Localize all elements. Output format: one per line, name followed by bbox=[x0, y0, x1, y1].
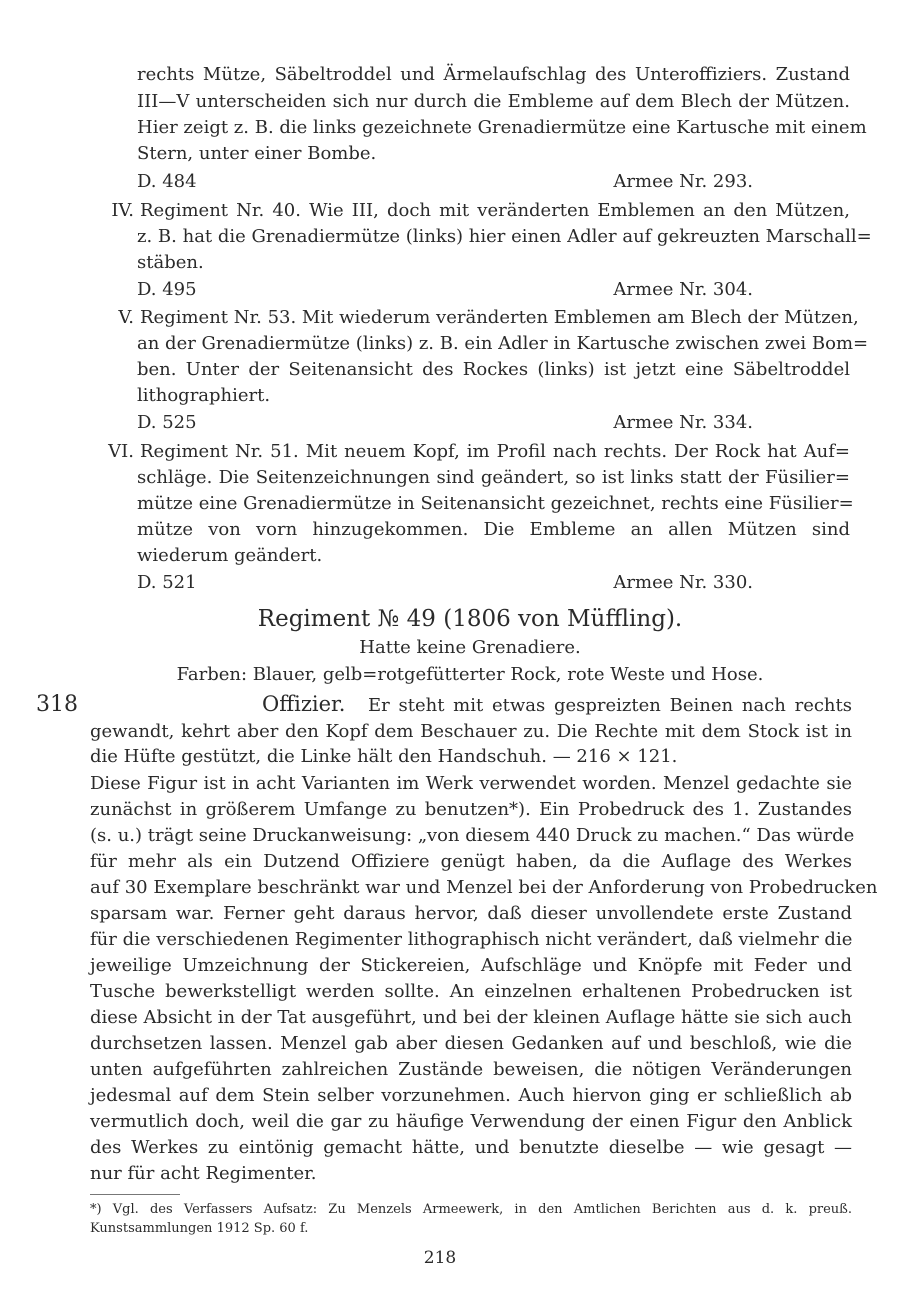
paragraph-line: unten aufgeführten zahlreichen Zustände beweisen, die nötigen Veränderungen bbox=[90, 1059, 852, 1080]
armee-number: Armee Nr. 293. bbox=[613, 171, 753, 192]
text-line: Regiment Nr. 40. Wie III, doch mit veränderten Emblemen an den Mützen, bbox=[140, 200, 850, 221]
text-line: mütze eine Grenadiermütze in Seitenansicht gezeichnet, rechts eine Füsilier= bbox=[137, 493, 854, 514]
page-number: 218 bbox=[423, 1248, 457, 1268]
text-line: rechts Mütze, Säbeltroddel und Ärmelaufschlag des Unteroffiziers. Zustand bbox=[137, 64, 850, 85]
armee-number: Armee Nr. 304. bbox=[613, 279, 753, 300]
paragraph-line: durchsetzen lassen. Menzel gab aber diesen Gedanken auf und beschloß, wie die bbox=[90, 1033, 852, 1054]
state-number: IV. bbox=[111, 200, 134, 221]
text-line: an der Grenadiermütze (links) z. B. ein Adler in Kartusche zwischen zwei Bom= bbox=[137, 333, 869, 354]
text-line: Regiment Nr. 53. Mit wiederum veränderten Emblemen am Blech der Mützen, bbox=[140, 307, 859, 328]
section-colors: Farben: Blauer, gelb=rotgefütterter Rock, rote Weste und Hose. bbox=[176, 664, 764, 685]
state-number: VI. bbox=[108, 441, 134, 462]
paragraph-line: für die verschiedenen Regimenter lithographisch nicht verändert, daß vielmehr die bbox=[90, 929, 853, 950]
paragraph-line: Diese Figur ist in acht Varianten im Werk verwendet worden. Menzel gedachte sie bbox=[90, 773, 852, 794]
catalog-d-number: D. 495 bbox=[137, 279, 197, 300]
text-line: ben. Unter der Seitenansicht des Rockes (links) ist jetzt eine Säbeltroddel bbox=[137, 359, 850, 380]
text-line: Er steht mit etwas gespreizten Beinen nach rechts bbox=[368, 695, 852, 716]
paragraph-line: des Werkes zu eintönig gemacht hätte, und benutzte dieselbe — wie gesagt — bbox=[90, 1137, 852, 1158]
footnote-rule bbox=[90, 1194, 180, 1195]
catalog-d-number: D. 484 bbox=[137, 171, 197, 192]
paragraph-line: jedesmal auf dem Stein selber vorzunehmen. Auch hiervon ging er schließlich ab bbox=[90, 1085, 852, 1106]
entry-number: 318 bbox=[36, 692, 78, 717]
text-line: III—V unterscheiden sich nur durch die Embleme auf dem Blech der Mützen. bbox=[137, 91, 850, 112]
catalog-d-number: D. 525 bbox=[137, 412, 197, 433]
text-line: lithographiert. bbox=[137, 385, 271, 406]
paragraph-line: nur für acht Regimenter. bbox=[90, 1163, 317, 1184]
section-subheading: Hatte keine Grenadiere. bbox=[359, 637, 581, 658]
paragraph-line: Tusche bewerkstelligt werden sollte. An einzelnen erhaltenen Probedrucken ist bbox=[90, 981, 852, 1002]
paragraph-line: diese Absicht in der Tat ausgeführt, und bei der kleinen Auflage hätte sie sich auch bbox=[90, 1007, 852, 1028]
armee-number: Armee Nr. 330. bbox=[613, 572, 753, 593]
text-line: Stern, unter einer Bombe. bbox=[137, 143, 377, 164]
footnote-line: *) Vgl. des Verfassers Aufsatz: Zu Menzels Armeewerk, in den Amtlichen Berichten aus d. k. preuß. bbox=[90, 1202, 852, 1217]
paragraph-line: vermutlich doch, weil die gar zu häufige Verwendung der einen Figur den Anblick bbox=[90, 1111, 852, 1132]
text-line: gewandt, kehrt aber den Kopf dem Beschauer zu. Die Rechte mit dem Stock ist in bbox=[90, 721, 852, 742]
text-line: schläge. Die Seitenzeichnungen sind geändert, so ist links statt der Füsilier= bbox=[137, 467, 850, 488]
entry-title: Offizier. bbox=[262, 692, 346, 716]
paragraph-line: zunächst in größerem Umfange zu benutzen*). Ein Probedruck des 1. Zustandes bbox=[90, 799, 852, 820]
text-line: mütze von vorn hinzugekommen. Die Embleme an allen Mützen sind bbox=[137, 519, 850, 540]
footnote-line: Kunstsammlungen 1912 Sp. 60 f. bbox=[90, 1221, 309, 1236]
text-line: die Hüfte gestützt, die Linke hält den Handschuh. — 216 × 121. bbox=[90, 746, 678, 767]
text-line: z. B. hat die Grenadiermütze (links) hier einen Adler auf gekreuzten Marschall= bbox=[137, 226, 872, 247]
text-line: stäben. bbox=[137, 252, 204, 273]
paragraph-line: für mehr als ein Dutzend Offiziere genügt haben, da die Auflage des Werkes bbox=[90, 851, 852, 872]
text-line: Hier zeigt z. B. die links gezeichnete Grenadiermütze eine Kartusche mit einem bbox=[137, 117, 867, 138]
text-line: Regiment Nr. 51. Mit neuem Kopf, im Profil nach rechts. Der Rock hat Auf= bbox=[140, 441, 850, 462]
text-line: wiederum geändert. bbox=[137, 545, 323, 566]
paragraph-line: jeweilige Umzeichnung der Stickereien, Aufschläge und Knöpfe mit Feder und bbox=[90, 955, 852, 976]
section-heading: Regiment № 49 (1806 von Müffling). bbox=[257, 606, 683, 632]
state-number: V. bbox=[118, 307, 134, 328]
paragraph-line: (s. u.) trägt seine Druckanweisung: „von diesem 440 Druck zu machen.“ Das würde bbox=[90, 825, 855, 846]
armee-number: Armee Nr. 334. bbox=[613, 412, 753, 433]
paragraph-line: sparsam war. Ferner geht daraus hervor, daß dieser unvollendete erste Zustand bbox=[90, 903, 852, 924]
catalog-d-number: D. 521 bbox=[137, 572, 197, 593]
paragraph-line: auf 30 Exemplare beschränkt war und Menzel bei der Anforderung von Probedrucken bbox=[90, 877, 878, 898]
